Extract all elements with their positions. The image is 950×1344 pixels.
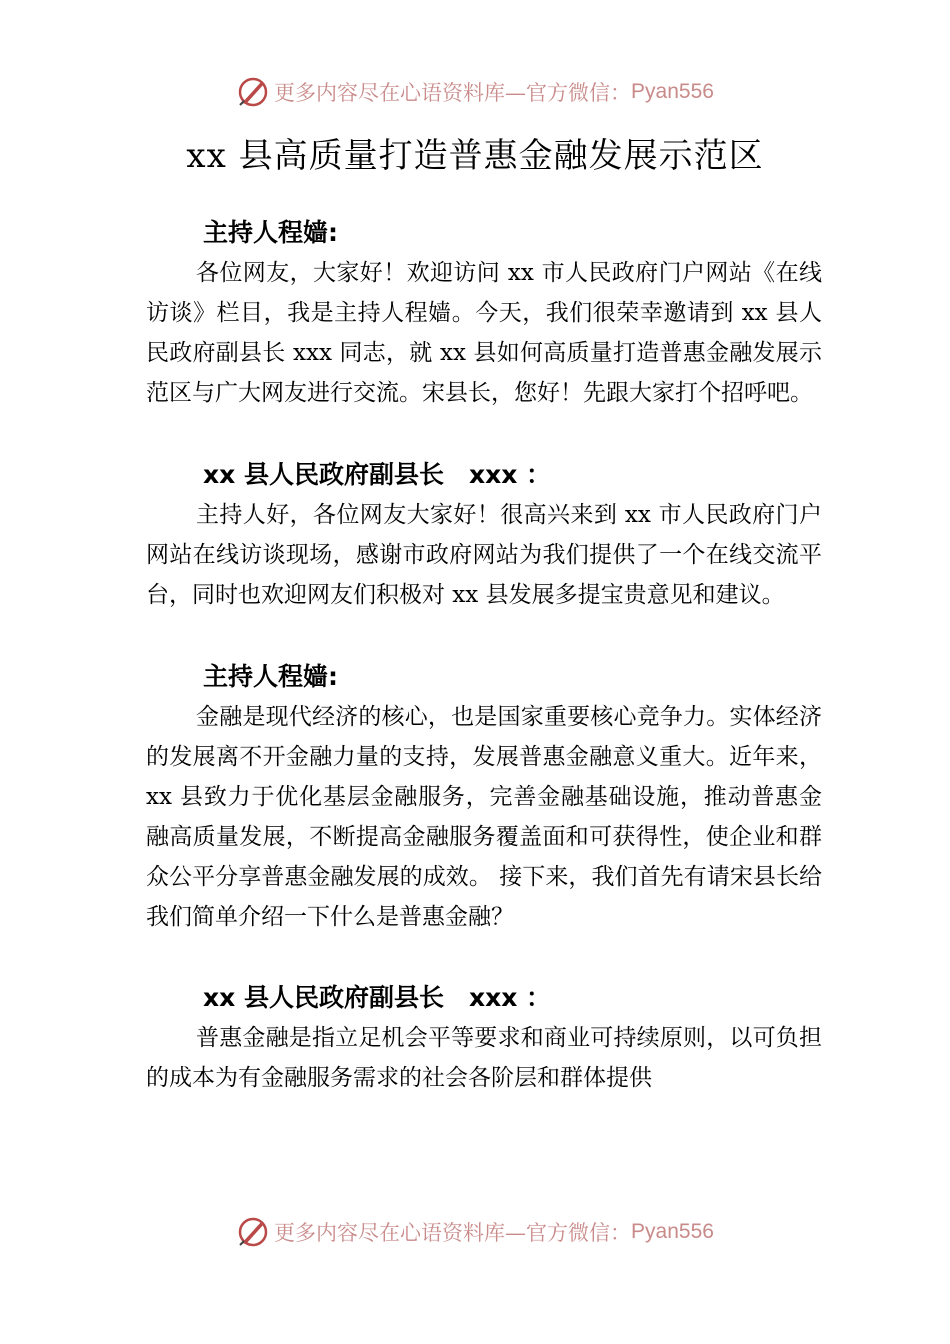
watermark-id: Pyan556 xyxy=(631,80,714,103)
dialogue-block-1 xyxy=(146,213,822,413)
quill-logo-icon xyxy=(236,1215,270,1249)
dialogue-paragraph: 普惠金融是指立足机会平等要求和商业可持续原则，以可负担的成本为有金融服务需求的社会各阶层和群体提供 xyxy=(146,1025,822,1091)
dialogue-block-4 xyxy=(146,978,822,1098)
speaker-label: xx 县人民政府副县长 xxx ： xyxy=(203,983,552,1012)
watermark-banner-bottom xyxy=(0,1212,950,1252)
watermark-banner-top xyxy=(0,72,950,112)
dialogue-block-2 xyxy=(146,455,822,615)
document-title: xx 县高质量打造普惠金融发展示范区 xyxy=(186,136,764,176)
speaker-label: xx 县人民政府副县长 xxx ： xyxy=(203,460,552,489)
speaker-label: 主持人程嫱: xyxy=(203,218,338,247)
dialogue-paragraph: 各位网友，大家好！欢迎访问 xx 市人民政府门户网站《在线访谈》栏目，我是主持人程嫱。今天，我们很荣幸邀请到 xx 县人民政府副县长 xxx 同志，就 xx 县如何高质量打造普惠金融发展示范区与广大网友进行交流。宋县长，您好！先跟大家打个招呼吧。 xyxy=(146,260,822,406)
quill-logo-icon xyxy=(236,75,270,109)
watermark-text: 更多内容尽在心语资料库—官方微信： xyxy=(274,1221,632,1245)
speaker-label: 主持人程嫱: xyxy=(203,662,338,691)
dialogue-paragraph: 金融是现代经济的核心，也是国家重要核心竞争力。实体经济的发展离不开金融力量的支持，发展普惠金融意义重大。近年来，xx 县致力于优化基层金融服务，完善金融基础设施，推动普惠金融高质量发展，不断提高金融服务覆盖面和可获得性，使企业和群众公平分享普惠金融发展的成效。 接下来，我们首先有请宋县长给我们简单介绍一下什么是普惠金融？ xyxy=(146,704,822,930)
dialogue-paragraph: 主持人好，各位网友大家好！很高兴来到 xx 市人民政府门户网站在线访谈现场，感谢市政府网站为我们提供了一个在线交流平台，同时也欢迎网友们积极对 xx 县发展多提宝贵意见和建议。 xyxy=(146,502,822,608)
watermark-text: 更多内容尽在心语资料库—官方微信： xyxy=(274,81,632,105)
dialogue-block-3 xyxy=(146,657,822,937)
watermark-id: Pyan556 xyxy=(631,1220,714,1243)
